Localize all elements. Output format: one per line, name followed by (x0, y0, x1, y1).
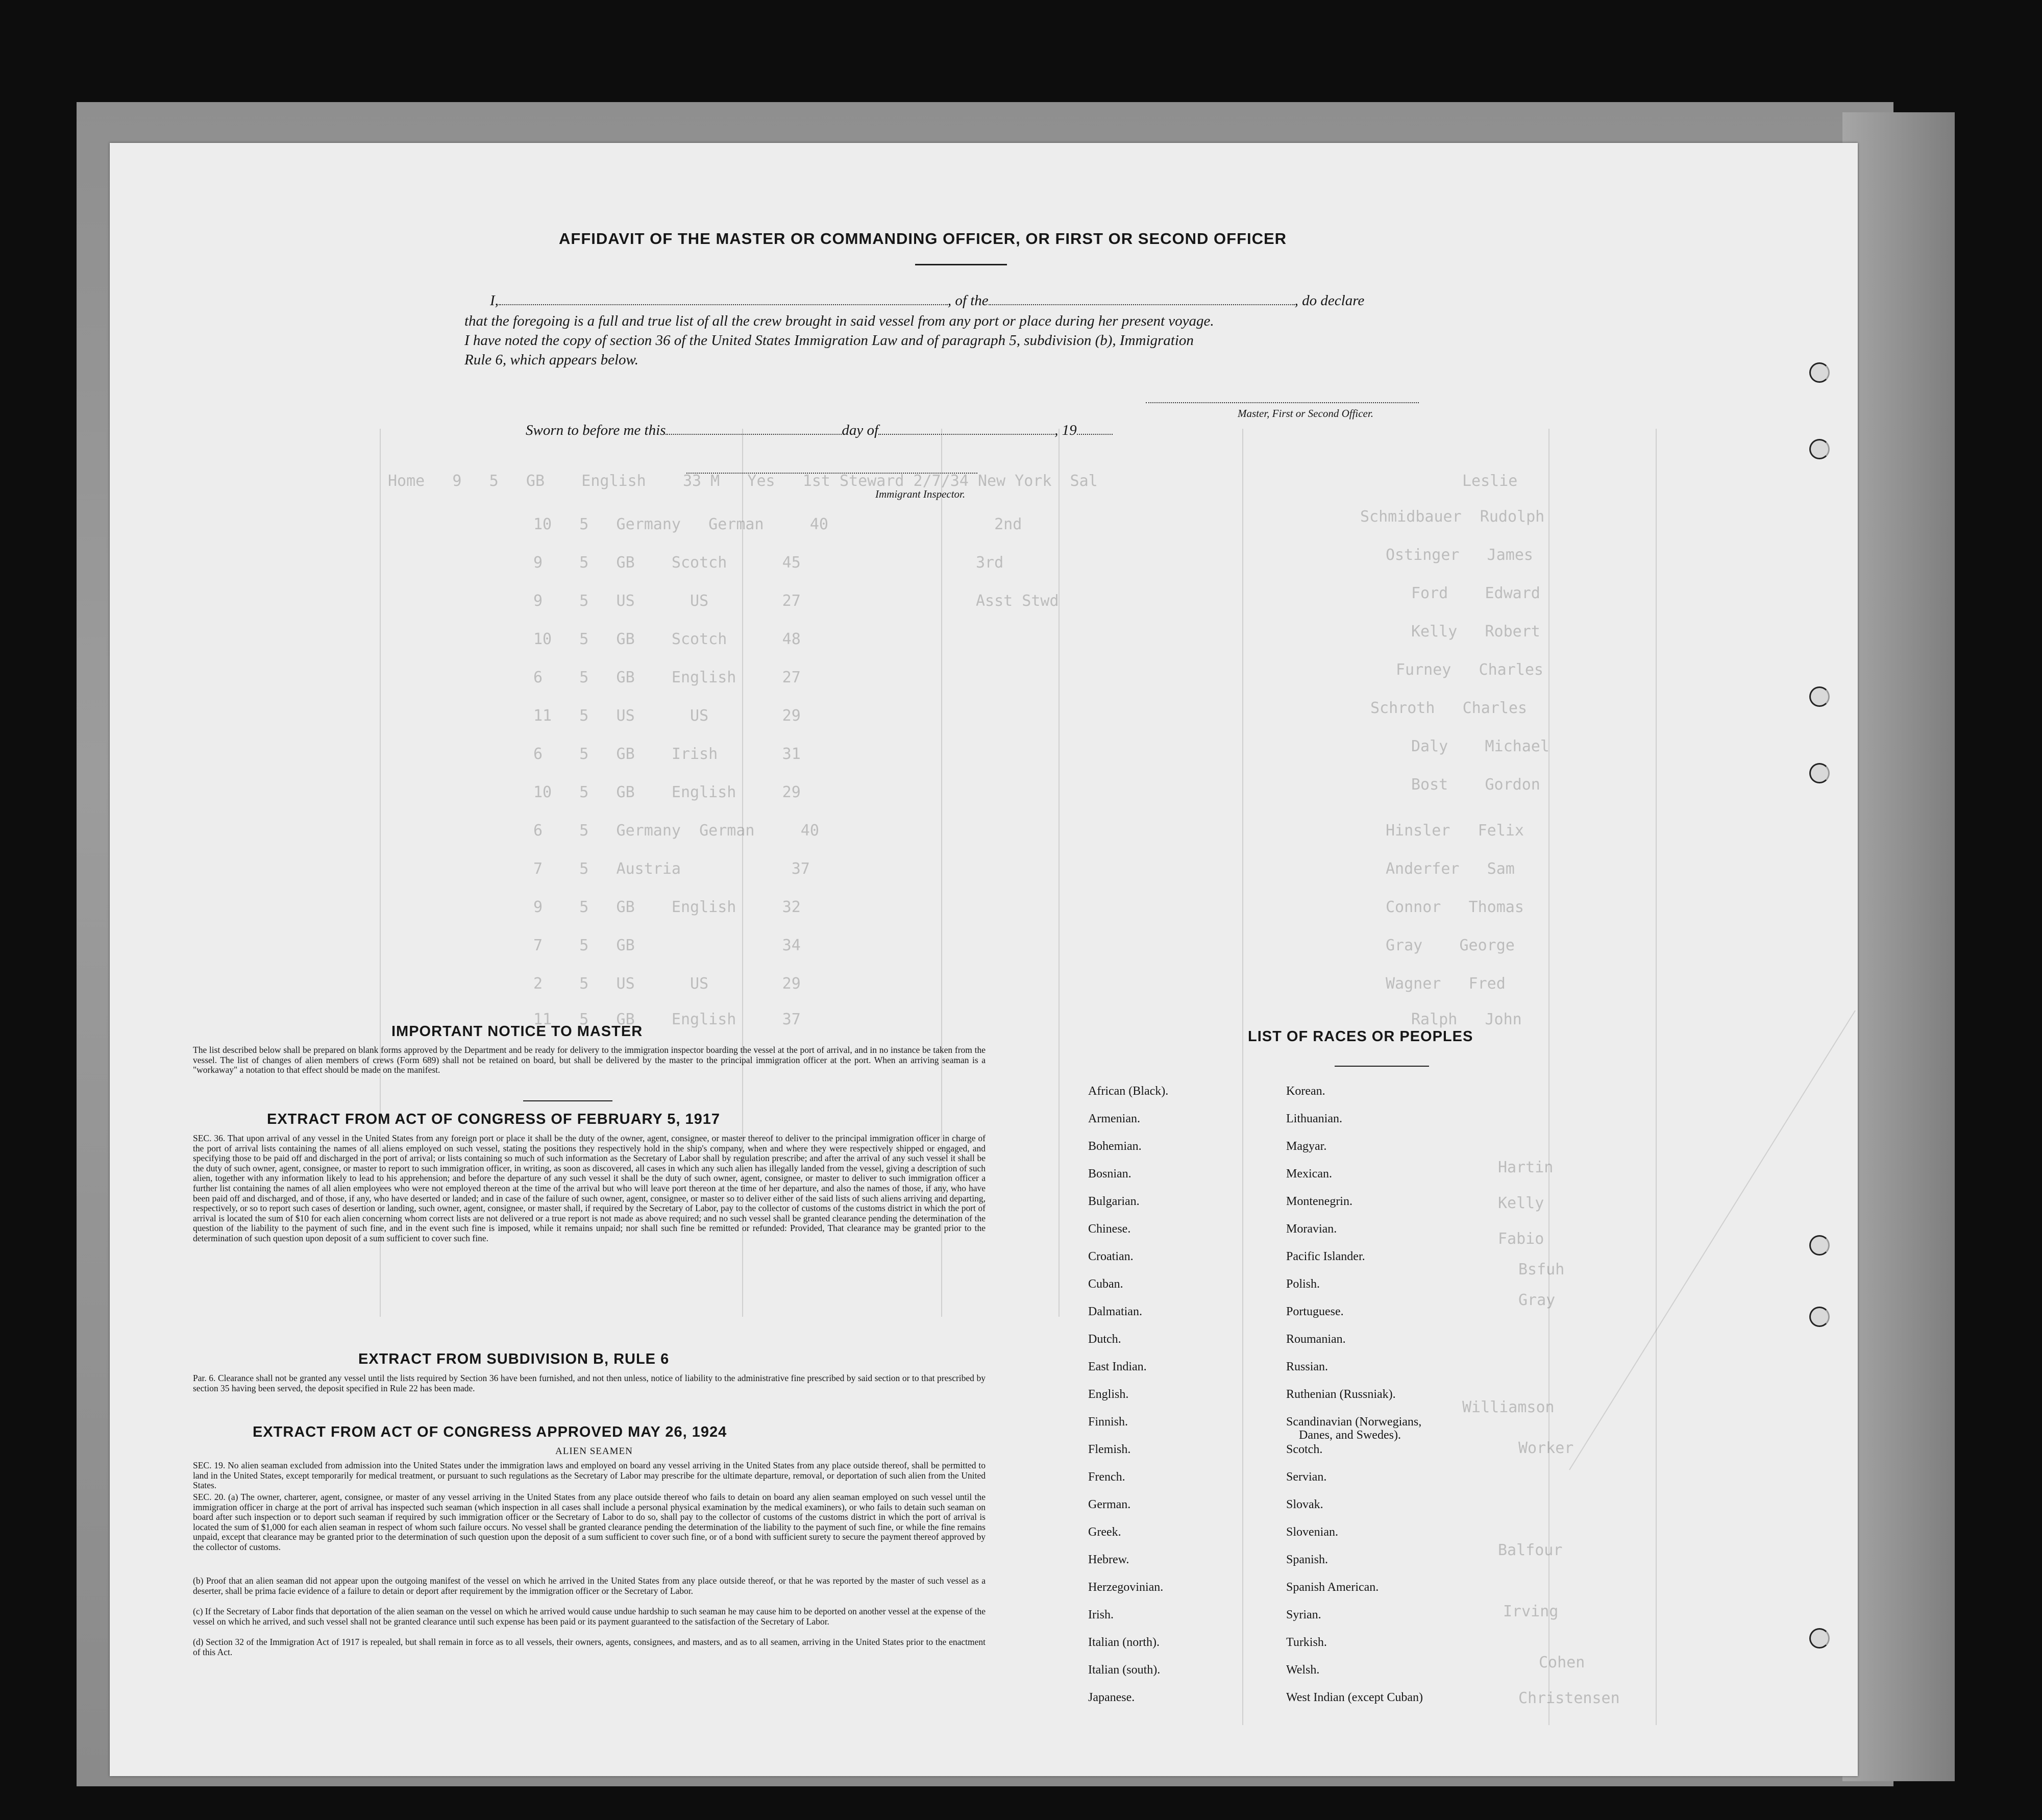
race-item: Croatian. (1088, 1250, 1134, 1263)
race-item: African (Black). (1088, 1085, 1169, 1098)
race-item: Portuguese. (1286, 1305, 1344, 1318)
race-item: Scandinavian (Norwegians, (1286, 1415, 1422, 1429)
title-rule (915, 264, 1007, 265)
act-1917-title: EXTRACT FROM ACT OF CONGRESS OF FEBRUARY 5, 1917 (267, 1111, 721, 1127)
punch-hole-icon (1809, 763, 1830, 783)
day-of-label: day of (842, 422, 879, 438)
race-item: Lithuanian. (1286, 1112, 1342, 1125)
act-1924-sec20b: (b) Proof that an alien seaman did not appear upon the outgoing manifest of the vessel on which he arrived in the United States from any place outside thereof, or that he was reported by the master of such vessel as a deserter, shall be prima facie evidence of a failure to detain or deport after requirement by the immigration officer or the Secretary of Labor. (193, 1576, 986, 1596)
race-item: Finnish. (1088, 1415, 1128, 1429)
race-item: Cuban. (1088, 1277, 1123, 1291)
year-label: , 19 (1054, 422, 1077, 438)
vessel-name-field[interactable] (989, 304, 1295, 305)
race-item: Bulgarian. (1088, 1195, 1140, 1208)
race-item: French. (1088, 1470, 1125, 1484)
punch-hole-icon (1809, 1235, 1830, 1256)
notice-text: The list described below shall be prepared on blank forms approved by the Department and be ready for delivery to the immigration inspector boarding the vessel at the port of arrival, and in no instance be taken from the vessel. The list of changes of alien members of crews (Form 689) shall not be retained on board, but shall be delivered by the master to the principal immigration officer at the port. When an arriving seaman is a "workaway" a notation to that effect should be made on the manifest. (193, 1045, 986, 1075)
race-item: Herzegovinian. (1088, 1581, 1164, 1594)
race-item: Italian (south). (1088, 1663, 1161, 1677)
race-item: Russian. (1286, 1360, 1328, 1373)
race-item: Hebrew. (1088, 1553, 1129, 1566)
race-item: Moravian. (1286, 1222, 1337, 1236)
declarant-name-field[interactable] (499, 304, 948, 305)
race-item: Japanese. (1088, 1691, 1135, 1704)
act-1924-subtitle: ALIEN SEAMEN (555, 1446, 633, 1457)
race-item: Armenian. (1088, 1112, 1140, 1125)
punch-hole-icon (1809, 439, 1830, 459)
affidavit-line3: I have noted the copy of section 36 of the United States Immigration Law and of paragraph 5, subdivision (b), Immigration (464, 332, 1194, 349)
subdivision-title: EXTRACT FROM SUBDIVISION B, RULE 6 (358, 1351, 670, 1367)
affidavit-line1 (490, 292, 1364, 309)
master-signature-field[interactable] (1146, 402, 1419, 403)
race-item: Korean. (1286, 1085, 1325, 1098)
punch-hole-icon (1809, 1628, 1830, 1649)
race-item: German. (1088, 1498, 1131, 1511)
affidavit-title: AFFIDAVIT OF THE MASTER OR COMMANDING OFFICER, OR FIRST OR SECOND OFFICER (559, 230, 1287, 248)
vessel-label: , of the (947, 292, 989, 309)
sworn-label: Sworn to before me this (526, 422, 666, 438)
race-item: Roumanian. (1286, 1333, 1346, 1346)
race-item: Flemish. (1088, 1443, 1131, 1456)
subdivision-text: Par. 6. Clearance shall not be granted any vessel until the lists required by Section 36 have been furnished, and not then unless, notice of liability to the administrative fine prescribed by said section or to that prescribed by section 35 having been served, the deposit specified in Rule 22 has been made. (193, 1373, 986, 1393)
race-item: Welsh. (1286, 1663, 1320, 1677)
race-item: Mexican. (1286, 1167, 1332, 1180)
act-1924-sec19: SEC. 19. No alien seaman excluded from admission into the United States under the immigration laws and employed on board any vessel arriving in the United States from any place outside thereof, shall be permitted to land in the United States, except temporarily for medical treatment, or pursuant to such regulations as the Secretary of Labor may prescribe for the ultimate departure, removal, or deportation of such alien from the United States. (193, 1460, 986, 1491)
race-item: Irish. (1088, 1608, 1114, 1621)
declare-label: , do declare (1294, 292, 1365, 309)
race-item: Magyar. (1286, 1140, 1327, 1153)
race-item: Scotch. (1286, 1443, 1323, 1456)
race-item: Polish. (1286, 1277, 1320, 1291)
act-1924-title: EXTRACT FROM ACT OF CONGRESS APPROVED MAY 26, 1924 (253, 1424, 727, 1440)
backing-strip (1842, 112, 1955, 1781)
race-item: Bosnian. (1088, 1167, 1131, 1180)
race-item: Dalmatian. (1088, 1305, 1142, 1318)
race-item: Turkish. (1286, 1636, 1327, 1649)
race-item: Pacific Islander. (1286, 1250, 1365, 1263)
race-item: Chinese. (1088, 1222, 1131, 1236)
affidavit-line4: Rule 6, which appears below. (464, 352, 638, 368)
race-item-continuation: Danes, and Swedes). (1299, 1429, 1401, 1442)
sworn-day-field[interactable] (666, 433, 842, 435)
race-item: Slovenian. (1286, 1526, 1338, 1539)
sworn-year-field[interactable] (1077, 433, 1113, 435)
affidavit-line2: that the foregoing is a full and true list of all the crew brought in said vessel from any port or place during her present voyage. (464, 313, 1214, 329)
race-item: West Indian (except Cuban) (1286, 1691, 1423, 1704)
race-item: Bohemian. (1088, 1140, 1142, 1153)
race-item: Spanish American. (1286, 1581, 1379, 1594)
master-signature-caption: Master, First or Second Officer. (1238, 407, 1373, 420)
races-title: LIST OF RACES OR PEOPLES (1248, 1028, 1473, 1045)
sworn-line (526, 422, 1113, 439)
race-item: English. (1088, 1388, 1129, 1401)
act-1917-text: SEC. 36. That upon arrival of any vessel in the United States from any foreign port or place it shall be the duty of the owner, agent, consignee, or master thereof to deliver to the principal immigration officer in charge of the port of arrival lists containing the names of all aliens employed on such vessel, stating the positions they respectively hold in the ship's company, when and where they were respectively shipped or engaged, and specifying those to be paid off and discharged in the port of arrival; or lists containing so much of such information as the Secretary of Labor shall by regulation prescribe; and after the arrival of any such vessel it shall be the duty of such owner, agent, consignee, or master to report to such immigration officer, in writing, as soon as discovered, all cases in which any such alien has illegally landed from the vessel, giving a description of such alien, together with any information likely to lead to his apprehension; and before the departure of any such vessel it shall be the duty of such owner, agent, consignee, or master to deliver to such immigration officer a further list containing the names of all alien employees who were not employed thereon at the time of the arrival but who will leave port thereon at the time of her departure, and also the names of those, if any, who have been paid off and discharged, and of those, if any, who have deserted or landed; and in case of the failure of such owner, agent, consignee, or master so to deliver either of the said lists of such aliens arriving and departing, respectively, or so to report such cases of desertion or landing, such owner, agent, consignee, or master shall, if required by the Secretary of Labor, pay to the collector of customs of the customs district in which the port of arrival is located the sum of $10 for each alien concerning whom correct lists are not delivered or a true report is not made as above required; and no such vessel shall be granted clearance pending the determination of the question of the liability to the payment of such fine, and in the event such fine is imposed, while it remains unpaid; nor shall such fine be remitted or refunded: Provided, That clearance may be granted prior to the determination of such question upon deposit of a sum sufficient to cover such fine. (193, 1133, 986, 1243)
race-item: East Indian. (1088, 1360, 1147, 1373)
document-page: Home 9 5 GB English 33 M Yes 1st Steward 2/7/34 New York Sal 10 5 Germany German 40 2nd 9 5 GB Scotch 45 3rd 9 5 US US 27 Asst Stwd 10 5 GB Scotch 48 6 5 GB English 27 11 5 US US 29 6 5 GB Irish 31 10 5 GB English 29 6 5 Germany German 40 7 5 Austria 37 9 5 GB English 32 7 5 GB 34 2 5 US US 29 11 5 GB English 37 Leslie Schmidbauer Rudolph Ostinger James Ford Edward Kelly Robert Furney Charles Schroth Charles Daly Michael Bost Gordon Hinsler Felix Anderfer Sam Connor Thomas Gray George Wagner Fred Ralph John Hartin Kelly Fabio Bsfuh Gray Williamson Worker Balfour Irving Cohen Christensen AFFIDAVIT OF THE MASTER OR COMMANDING OFFICER, OR FIRST OR SECOND OFFICER I, , of the , do declare that the foregoing is a full and true list of all the crew brought in said vessel from any port or place during her present voyage. I have noted the copy of section 36 of the United States Immigration Law and of paragraph 5, subdivision (b), Immigration Rule 6, which appears below. Master, First or Second Officer. Sworn to before me this day of , 19 Immigrant Inspector. IMPORTANT NOTICE TO MASTER The list described below shall be prepared on blank forms approved by the Department and be ready for delivery to the immigration inspector boarding the vessel at the port of arrival, and in no instance be taken from the vessel. The list of changes of alien members of crews (Form 689) shall not be retained on board, but shall be delivered by the master to the principal immigration officer at the port. When an arriving seaman is a "workaway" a notation to that effect should be made on the manifest. EXTRACT FROM ACT OF CONGRESS OF FEBRUARY 5, 1917 SEC. 36. That upon arrival of any vessel in the United States from any foreign port or place it shall be the duty of the owner, agent, consignee, or master thereof to deliver to the principal immigration officer in charge of the port of arrival lists containing the names of all aliens employed on such vessel, stating the positions they respectively hold in the ship's company, when and where they were respectively shipped or engaged, and specifying those to be paid off and discharged in the port of arrival; or lists containing so much of such information as the Secretary of Labor shall by regulation prescribe; and after the arrival of any such vessel it shall be the duty of such owner, agent, consignee, or master to report to such immigration officer, in writing, as soon as discovered, all cases in which any such alien has illegally landed from the vessel, giving a description of such alien, together with any information likely to lead to his apprehension; and before the departure of any such vessel it shall be the duty of such owner, agent, consignee, or master to deliver to such immigration officer a further list containing the names of all alien employees who were not employed thereon at the time of the arrival but who will leave port thereon at the time of her departure, and also the names of those, if any, who have been paid off and discharged, and of those, if any, who have deserted or landed; and in case of the failure of such owner, agent, consignee, or master so to deliver either of the said lists of such aliens arriving and departing, respectively, or so to report such cases of desertion or landing, such owner, agent, consignee, or master shall, if required by the Secretary of Labor, pay to the collector of customs of the customs district in which the port of arrival is located the sum of $10 for each alien concerning whom correct lists are not delivered or a true report is not made as above required; and no such vessel shall be granted clearance pending the determination of the question of the liability to the payment of such fine, and in the event such fine is imposed, while it remains unpaid; nor shall such fine be remitted or refunded: Provided, That clearance may be granted prior to the determination of such question upon deposit of a sum sufficient to cover such fine. EXTRACT FROM SUBDIVISION B, RULE 6 Par. 6. Clearance shall not be granted any vessel until the lists required by Section 36 have been furnished, and not then unless, notice of liability to the administrative fine prescribed by said section or to that prescribed by section 35 having been served, the deposit specified in Rule 22 has been made. EXTRACT FROM ACT OF CONGRESS APPROVED MAY 26, 1924 ALIEN SEAMEN SEC. 19. No alien seaman excluded from admission into the United States under the immigration laws and employed on board any vessel arriving in the United States from any place outside thereof, shall be permitted to land in the United States, except temporarily for medical treatment, or pursuant to such regulations as the Secretary of Labor may prescribe for the ultimate departure, removal, or deportation of such alien from the United States. SEC. 20. (a) The owner, charterer, agent, consignee, or master of any vessel arriving in the United States from any place outside thereof who fails to detain on board any alien seaman employed on such vessel until the immigration officer in charge at the port of arrival has inspected such seaman (which inspection in all cases shall include a personal physical examination by the medical examiners), or who fails to detain such seaman on board after such inspection or to deport such seaman if required by such immigration officer or the Secretary of Labor to do so, shall pay to the collector of customs of the customs district in which the port of arrival is located the sum of $1,000 for each alien seaman in respect of whom such failure occurs. No vessel shall be granted clearance pending the determination of the liability to the payment of such fine, or while the fine remains unpaid, except that clearance may be granted prior to the determination of such question upon the deposit of a sum sufficient to cover such fine, or of a bond with sufficient surety to secure the payment thereof approved by the collector of customs. (b) Proof that an alien seaman did not appear upon the outgoing manifest of the vessel on which he arrived in the United States from any place outside thereof, or that he was reported by the master of such vessel as a deserter, shall be prima facie evidence of a failure to detain or deport after requirement by the immigration officer or the Secretary of Labor. (c) If the Secretary of Labor finds that deportation of the alien seaman on the vessel on which he arrived would cause undue hardship to such seaman he may cause him to be deported on another vessel at the expense of the vessel on which he arrived, and such vessel shall not be granted clearance until such expense has been paid or its payment guaranteed to the satisfaction of the Secretary of Labor. (d) Section 32 of the Immigration Act of 1917 is repealed, but shall remain in force as to all vessels, their owners, agents, consignees, and masters, and as to all seamen, arriving in the United States prior to the enactment of this Act. LIST OF RACES OR PEOPLES African (Black). Armenian. Bohemian. Bosnian. Bulgarian. Chinese. Croatian. Cuban. Dalmatian. Dutch. East Indian. English. Finnish. Flemish. French. German. Greek. Hebrew. Herzegovinian. Irish. Italian (north). Italian (south). Japanese. Korean. Lithuanian. Magyar. Mexican. Montenegrin. Moravian. Pacific Islander. Polish. Portuguese. Roumanian. Russian. Ruthenian (Russniak). Scandinavian (Norwegians, Danes, and Swedes). Scotch. Servian. Slovak. Slovenian. Spanish. Spanish American. Syrian. Turkish. Welsh. West Indian (except Cuban) (110, 143, 1858, 1776)
race-item: Slovak. (1286, 1498, 1323, 1511)
races-rule (1335, 1066, 1429, 1067)
race-item: Montenegrin. (1286, 1195, 1352, 1208)
race-item: Ruthenian (Russniak). (1286, 1388, 1396, 1401)
race-item: Italian (north). (1088, 1636, 1160, 1649)
act-1924-sec20d: (d) Section 32 of the Immigration Act of 1917 is repealed, but shall remain in force as to all vessels, their owners, agents, consignees, and masters, and as to all seamen, arriving in the United States prior to the enactment of this Act. (193, 1637, 986, 1657)
act-1924-sec20a: SEC. 20. (a) The owner, charterer, agent, consignee, or master of any vessel arriving in the United States from any place outside thereof who fails to detain on board any alien seaman employed on such vessel until the immigration officer in charge at the port of arrival has inspected such seaman (which inspection in all cases shall include a personal physical examination by the medical examiners), or who fails to detain such seaman on board after such inspection or to deport such seaman if required by such immigration officer or the Secretary of Labor to do so, shall pay to the collector of customs of the customs district in which the port of arrival is located the sum of $1,000 for each alien seaman in respect of whom such failure occurs. No vessel shall be granted clearance pending the determination of the liability to the payment of such fine, or while the fine remains unpaid, except that clearance may be granted prior to the determination of such question upon the deposit of a sum sufficient to cover such fine, or of a bond with sufficient surety to secure the payment thereof approved by the collector of customs. (193, 1492, 986, 1552)
notice-rule (523, 1100, 612, 1101)
declarant-label: I, (490, 292, 499, 309)
sworn-month-field[interactable] (878, 433, 1054, 435)
punch-hole-icon (1809, 1307, 1830, 1327)
inspector-signature-caption: Immigrant Inspector. (875, 488, 966, 500)
punch-hole-icon (1809, 362, 1830, 383)
race-item: Greek. (1088, 1526, 1121, 1539)
race-item: Dutch. (1088, 1333, 1121, 1346)
act-1924-sec20c: (c) If the Secretary of Labor finds that deportation of the alien seaman on the vessel on which he arrived would cause undue hardship to such seaman he may cause him to be deported on another vessel at the expense of the vessel on which he arrived, and such vessel shall not be granted clearance until such expense has been paid or its payment guaranteed to the satisfaction of the Secretary of Labor. (193, 1606, 986, 1627)
race-item: Syrian. (1286, 1608, 1321, 1621)
notice-title: IMPORTANT NOTICE TO MASTER (391, 1023, 643, 1040)
race-item: Servian. (1286, 1470, 1327, 1484)
inspector-signature-field[interactable] (686, 473, 977, 474)
punch-hole-icon (1809, 686, 1830, 707)
race-item: Spanish. (1286, 1553, 1328, 1566)
